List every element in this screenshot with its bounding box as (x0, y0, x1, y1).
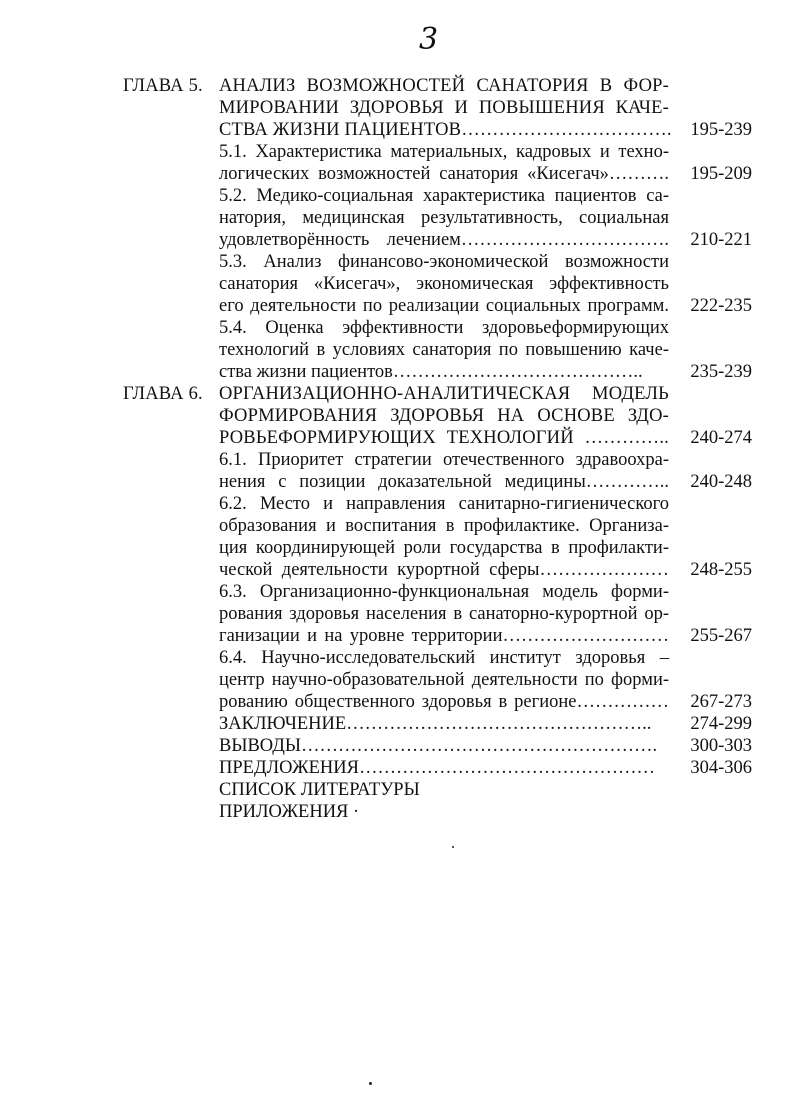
section-5-2-line-3: удовлетворённость лечением……………………………. (219, 230, 669, 250)
section-6-3-line-1: 6.3. Организационно-функциональная модель форми- (219, 582, 669, 602)
section-5-2-line-2: натория, медицинская результативность, социальная (219, 208, 669, 228)
section-6-2-pages: 248-255 (690, 560, 752, 580)
scan-speck (452, 846, 454, 848)
section-6-2-line-4: ческой деятельности курортной сферы………………… (219, 560, 669, 580)
conclusion-entry: ЗАКЛЮЧЕНИЕ………………………………………….. (219, 714, 652, 734)
section-6-1-line-2: нения с позиции доказательной медицины………….. (219, 472, 669, 492)
chapter-6-pages: 240-274 (690, 428, 752, 448)
chapter-5-title-line-1: АНАЛИЗ ВОЗМОЖНОСТЕЙ САНАТОРИЯ В ФОР- (219, 76, 669, 96)
references-entry: СПИСОК ЛИТЕРАТУРЫ (219, 780, 420, 800)
conclusion-pages: 274-299 (690, 714, 752, 734)
section-5-4-line-3: ства жизни пациентов………………………………….. (219, 362, 643, 382)
section-5-3-line-2: санатория «Кисегач», экономическая эффективность (219, 274, 669, 294)
section-5-1-pages: 195-209 (690, 164, 752, 184)
scan-speck (369, 1082, 372, 1085)
page-number: 3 (418, 22, 439, 57)
appendices-pages (678, 801, 752, 823)
section-6-4-line-2: центр научно-образовательной деятельности по форми- (219, 670, 669, 690)
section-6-4-line-3: рованию общественного здоровья в регионе…………… (219, 692, 669, 712)
chapter-6-title-line-2: ФОРМИРОВАНИЯ ЗДОРОВЬЯ НА ОСНОВЕ ЗДО- (219, 406, 669, 426)
section-5-1-line-1: 5.1. Характеристика материальных, кадровых и техно- (219, 142, 669, 162)
references-pages (678, 779, 752, 801)
section-6-3-line-3: ганизации и на уровне территории……………………… (219, 626, 669, 646)
findings-entry: ВЫВОДЫ…………………………………………………. (219, 736, 658, 756)
section-5-4-line-2: технологий в условиях санатория по повышению каче- (219, 340, 669, 360)
findings-pages: 300-303 (690, 736, 752, 756)
section-6-1-pages: 240-248 (690, 472, 752, 492)
section-6-1-line-1: 6.1. Приоритет стратегии отечественного здравоохра- (219, 450, 669, 470)
chapter-6-title-line-3: РОВЬЕФОРМИРУЮЩИХ ТЕХНОЛОГИЙ ………….. (219, 428, 669, 448)
section-6-3-pages: 255-267 (690, 626, 752, 646)
section-5-3-line-3: его деятельности по реализации социальных программ. (219, 296, 669, 316)
section-6-3-line-2: рования здоровья населения в санаторно-курортной ор- (219, 604, 669, 624)
chapter-6-label: ГЛАВА 6. (123, 384, 203, 404)
chapter-6-title-line-1: ОРГАНИЗАЦИОННО-АНАЛИТИЧЕСКАЯ МОДЕЛЬ (219, 384, 669, 404)
appendices-entry: ПРИЛОЖЕНИЯ · (219, 802, 360, 822)
section-5-2-line-1: 5.2. Медико-социальная характеристика пациентов са- (219, 186, 669, 206)
section-6-2-line-3: ция координирующей роли государства в профилакти- (219, 538, 669, 558)
section-5-1-line-2: логических возможностей санатория «Кисегач»………. (219, 164, 669, 184)
section-6-2-line-1: 6.2. Место и направления санитарно-гигиенического (219, 494, 669, 514)
section-6-4-pages: 267-273 (690, 692, 752, 712)
section-6-4-line-1: 6.4. Научно-исследовательский институт здоровья – (219, 648, 669, 668)
section-5-3-pages: 222-235 (690, 296, 752, 316)
proposals-pages: 304-306 (690, 758, 752, 778)
section-6-2-line-2: образования и воспитания в профилактике. Организа- (219, 516, 669, 536)
chapter-5-title-line-2: МИРОВАНИИ ЗДОРОВЬЯ И ПОВЫШЕНИЯ КАЧЕ- (219, 98, 669, 118)
chapter-5-pages: 195-239 (690, 120, 752, 140)
section-5-2-pages: 210-221 (690, 230, 752, 250)
section-5-3-line-1: 5.3. Анализ финансово-экономической возможности (219, 252, 669, 272)
proposals-entry: ПРЕДЛОЖЕНИЯ………………………………………… (219, 758, 655, 778)
section-5-4-pages: 235-239 (690, 362, 752, 382)
chapter-5-label: ГЛАВА 5. (123, 76, 203, 96)
chapter-5-title-line-3: СТВА ЖИЗНИ ПАЦИЕНТОВ……………………………. (219, 120, 672, 140)
section-5-4-line-1: 5.4. Оценка эффективности здоровьеформирующих (219, 318, 669, 338)
